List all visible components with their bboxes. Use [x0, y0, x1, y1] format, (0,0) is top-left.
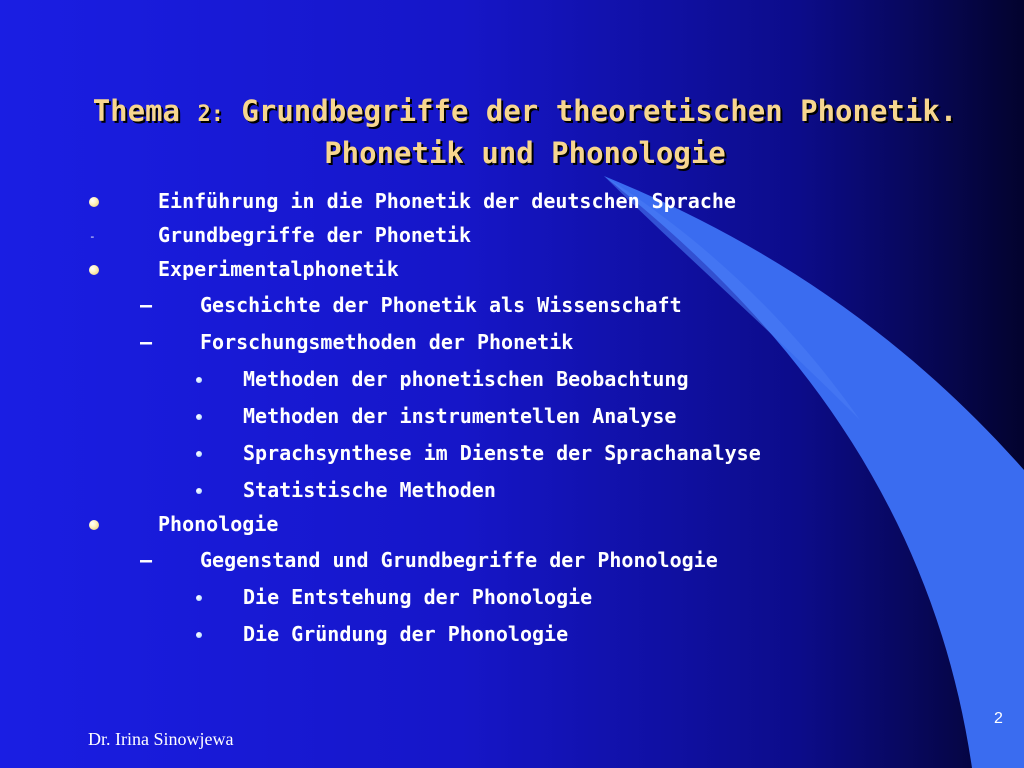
bullet-dot: [196, 414, 202, 420]
list-item-text: Grundbegriffe der Phonetik: [158, 223, 472, 247]
list-item-text: Methoden der phonetischen Beobachtung: [243, 367, 689, 391]
title-number: 2:: [197, 102, 224, 127]
bullet-dot: [89, 265, 99, 275]
bullet-dot: [89, 520, 99, 530]
bullet-dot: [196, 377, 202, 383]
title-rest: Grundbegriffe der theoretischen Phonetik.: [223, 94, 958, 128]
bullet-dash: –: [140, 293, 153, 317]
bullet-dot: [196, 632, 202, 638]
list-item-text: Die Entstehung der Phonologie: [243, 585, 593, 609]
bullet-dot: [196, 488, 202, 494]
list-item-text: Sprachsynthese im Dienste der Sprachanalyse: [243, 441, 761, 465]
list-item-text: Phonologie: [158, 512, 279, 536]
title-prefix: Thema: [92, 94, 198, 128]
list-item-text: Die Gründung der Phonologie: [243, 622, 569, 646]
bullet-dot: [196, 451, 202, 457]
list-item-text: Experimentalphonetik: [158, 257, 399, 281]
page-number: 2: [994, 710, 1003, 727]
footer-author: Dr. Irina Sinowjewa: [88, 729, 234, 749]
bullet-dash: -: [89, 230, 96, 243]
slide-title: [60, 92, 990, 172]
list-item-text: Geschichte der Phonetik als Wissenschaft: [200, 293, 682, 317]
list-item-text: Forschungsmethoden der Phonetik: [200, 330, 574, 354]
bullet-dot: [196, 595, 202, 601]
list-item-text: Einführung in die Phonetik der deutschen Sprache: [158, 189, 736, 213]
list-item-text: Statistische Methoden: [243, 478, 496, 502]
list-item-text: Methoden der instrumentellen Analyse: [243, 404, 677, 428]
bullet-dash: –: [140, 330, 153, 354]
title-line-2: Phonetik und Phonologie: [324, 136, 726, 170]
bullet-dash: –: [140, 548, 153, 572]
list-item-text: Gegenstand und Grundbegriffe der Phonologie: [200, 548, 718, 572]
bullet-dot: [89, 197, 99, 207]
